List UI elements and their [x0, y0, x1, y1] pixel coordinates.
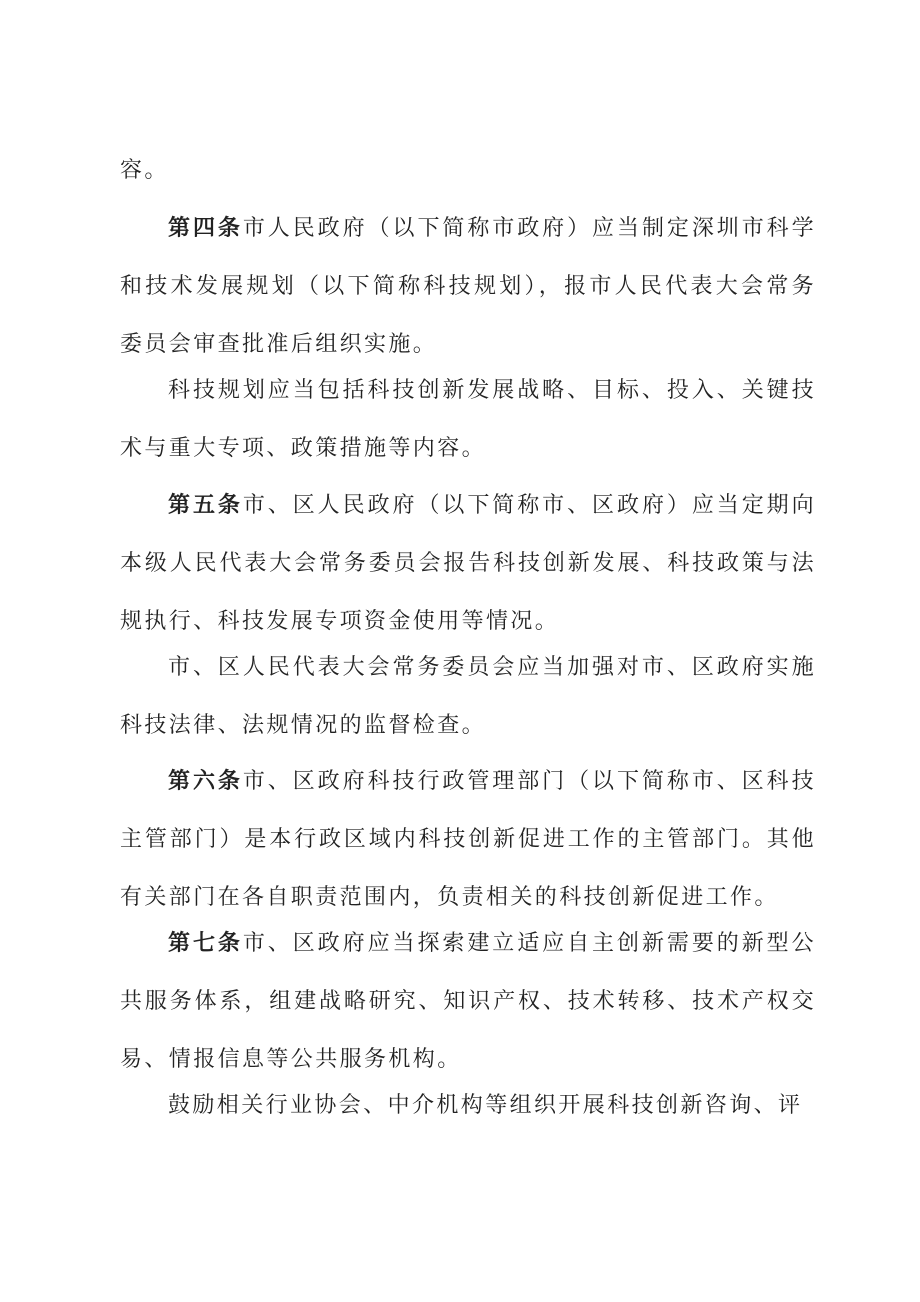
article-heading: 第四条	[168, 216, 243, 241]
article-7-paragraph	[120, 915, 816, 1089]
article-heading: 第七条	[168, 931, 243, 956]
paragraph-text: 鼓励相关行业协会、中介机构等组织开展科技创新咨询、评	[168, 1093, 803, 1118]
article-heading: 第五条	[168, 493, 243, 518]
article-4-paragraph	[120, 200, 816, 374]
paragraph-text: 市、区政府应当探索建立适应自主创新需要的新型公共服务体系，组建战略研究、知识产权、技术转移、技术产权交易、情报信息等公共服务机构。	[120, 931, 817, 1072]
paragraph-text: 市、区人民政府（以下简称市、区政府）应当定期向本级人民代表大会常务委员会报告科技创新发展、科技政策与法规执行、科技发展专项资金使用等情况。	[120, 493, 817, 634]
paragraph-text: 容。	[120, 158, 169, 183]
paragraph-text: 市、区人民代表大会常务委员会应当加强对市、区政府实施科技法律、法规情况的监督检查。	[120, 655, 816, 738]
paragraph-text: 市、区政府科技行政管理部门（以下简称市、区科技主管部门）是本行政区域内科技创新促进工作的主管部门。其他有关部门在各自职责范围内，负责相关的科技创新促进工作。	[120, 769, 817, 910]
paragraph	[120, 1077, 816, 1135]
paragraph	[120, 362, 816, 478]
paragraph-text: 市人民政府（以下简称市政府）应当制定深圳市科学和技术发展规划（以下简称科技规划），报市人民代表大会常务委员会审查批准后组织实施。	[120, 216, 817, 357]
article-heading: 第六条	[168, 769, 243, 794]
paragraph-text: 科技规划应当包括科技创新发展战略、目标、投入、关键技术与重大专项、政策措施等内容。	[120, 378, 816, 461]
article-5-paragraph	[120, 477, 816, 651]
paragraph-continuation	[120, 142, 816, 200]
article-6-paragraph	[120, 753, 816, 927]
paragraph	[120, 639, 816, 755]
